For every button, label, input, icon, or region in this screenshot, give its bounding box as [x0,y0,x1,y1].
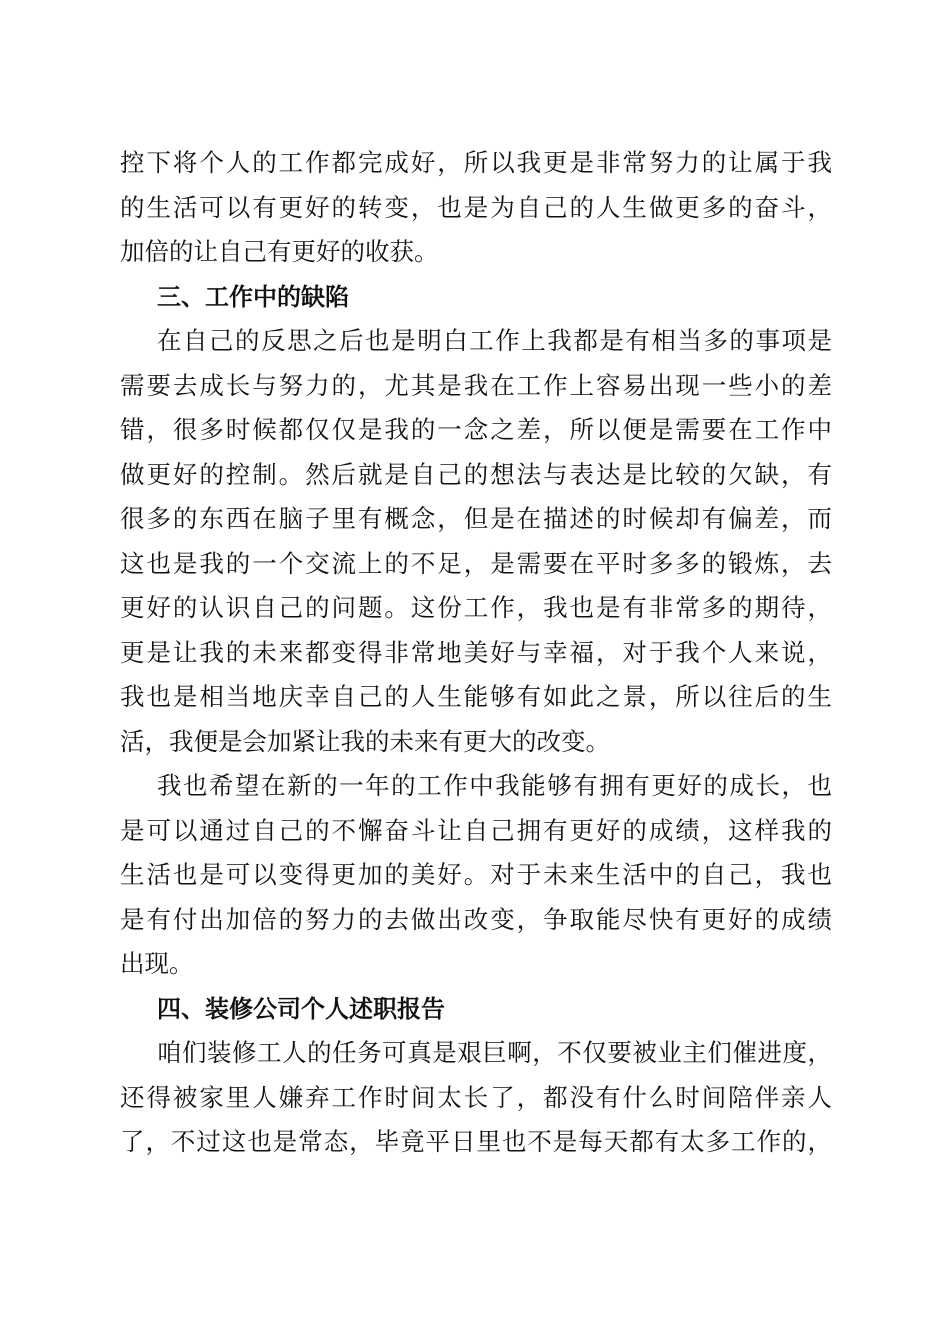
body-line: 这也是我的一个交流上的不足，是需要在平时多多的锻炼，去 [120,549,832,578]
body-line: 的生活可以有更好的转变，也是为自己的人生做更多的奋斗， [120,193,832,222]
body-line: 还得被家里人嫌弃工作时间太长了，都没有什么时间陪伴亲人 [120,1083,832,1112]
body-line: 需要去成长与努力的，尤其是我在工作上容易出现一些小的差 [120,371,832,400]
body-line: 更是让我的未来都变得非常地美好与幸福，对于我个人来说， [120,638,832,667]
body-line: 咱们装修工人的任务可真是艰巨啊，不仅要被业主们催进度， [157,1038,832,1067]
body-line: 很多的东西在脑子里有概念，但是在描述的时候却有偏差，而 [120,504,832,533]
body-line: 控下将个人的工作都完成好，所以我更是非常努力的让属于我 [120,148,832,177]
body-line: 更好的认识自己的问题。这份工作，我也是有非常多的期待， [120,593,832,622]
body-line: 我也是相当地庆幸自己的人生能够有如此之景，所以往后的生 [120,682,832,711]
body-line: 错，很多时候都仅仅是我的一念之差，所以便是需要在工作中 [120,415,832,444]
section-heading: 三、工作中的缺陷 [157,283,349,311]
body-line: 活，我便是会加紧让我的未来有更大的改变。 [120,727,610,756]
body-line: 生活也是可以变得更加的美好。对于未来生活中的自己，我也 [120,860,832,889]
body-line: 做更好的控制。然后就是自己的想法与表达是比较的欠缺，有 [120,460,832,489]
body-line: 加倍的让自己有更好的收获。 [120,237,439,266]
section-heading: 四、装修公司个人述职报告 [157,995,445,1023]
body-line: 是有付出加倍的努力的去做出改变，争取能尽快有更好的成绩 [120,905,832,934]
body-line: 了，不过这也是常态，毕竟平日里也不是每天都有太多工作的， [120,1127,832,1156]
body-line: 是可以通过自己的不懈奋斗让自己拥有更好的成绩，这样我的 [120,816,832,845]
body-line: 出现。 [120,949,194,978]
body-line: 我也希望在新的一年的工作中我能够有拥有更好的成长，也 [157,771,832,800]
body-line: 在自己的反思之后也是明白工作上我都是有相当多的事项是 [157,326,832,355]
